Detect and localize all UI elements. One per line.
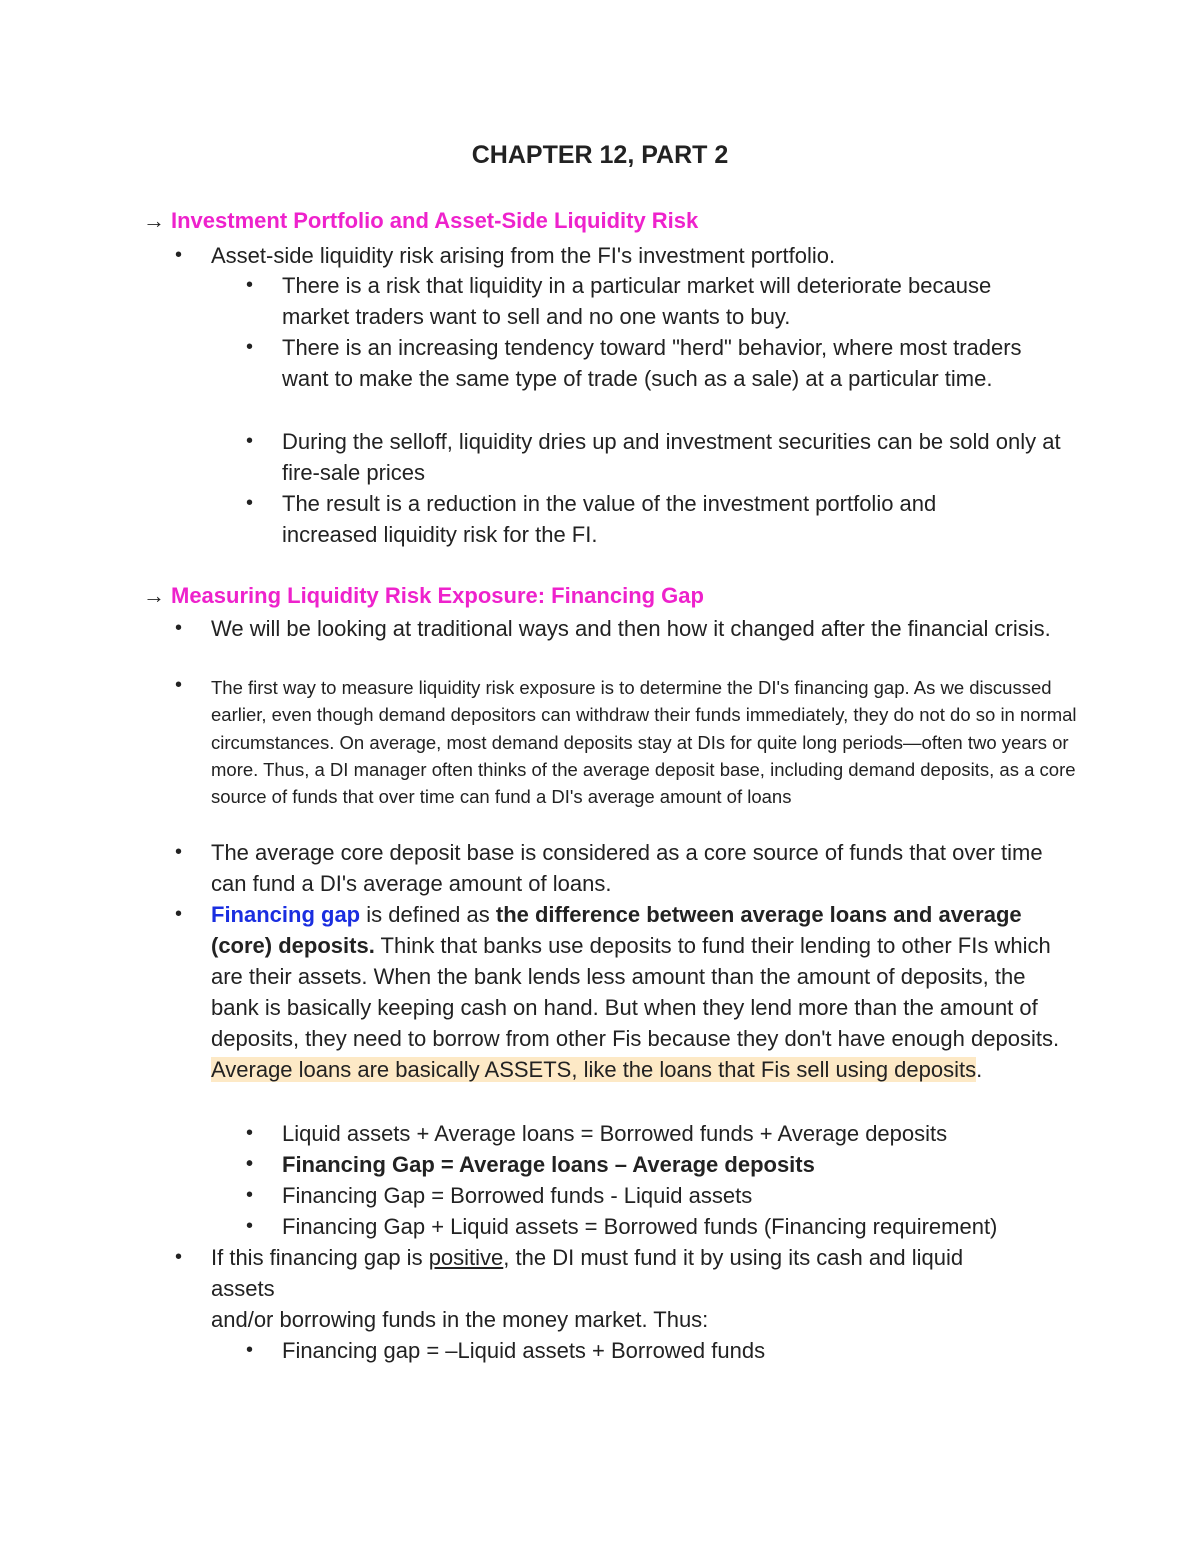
definition-text: is defined as: [360, 902, 496, 927]
positive-gap-text: If this financing gap is: [211, 1245, 429, 1270]
list-item: • The first way to measure liquidity risk exposure is to determine the DI's financing gap. As we discussed earlier, even though demand depositors can withdraw their funds immediately, they do not do so in normal circumstances. On average, most demand deposits stay at DIs for quite long periods—often two years or more. Thus, a DI manager often thinks of the average deposit base, including demand deposits, as a core source of funds that over time can fund a DI's average amount of loans: [211, 674, 1081, 810]
section-heading-financing-gap: [143, 583, 704, 609]
page-title: CHAPTER 12, PART 2: [471, 141, 729, 169]
section-heading-text: Measuring Liquidity Risk Exposure: Financing Gap: [171, 583, 704, 608]
definition-end: .: [976, 1057, 983, 1082]
list-item: • We will be looking at traditional ways and then how it changed after the financial crisis.: [211, 613, 1061, 644]
formula-item: • Financing gap = –Liquid assets + Borrowed funds: [282, 1335, 1082, 1366]
positive-word: positive: [428, 1245, 504, 1270]
section-heading-text: Investment Portfolio and Asset-Side Liquidity Risk: [171, 208, 699, 233]
arrow-icon: →: [143, 583, 165, 608]
formula-item: • Financing Gap + Liquid assets = Borrowed funds (Financing requirement): [282, 1211, 1082, 1242]
list-item: • The average core deposit base is considered as a core source of funds that over time can fund a DI's average amount of loans.: [211, 837, 1071, 899]
arrow-icon: →: [143, 208, 165, 233]
list-item: • There is a risk that liquidity in a particular market will deteriorate because market traders want to sell and no one wants to buy.: [282, 270, 1062, 332]
definition-explanation: Think that banks use deposits to fund their lending to other FIs which are their assets. When the bank lends less amount than the amount of deposits, the bank is basically keeping cash on hand. But when they lend more than the amount of deposits, they need to borrow from other Fis because they don't have enough deposits.: [211, 933, 1060, 1051]
positive-gap-text-2: , the DI must fund it by using its cash and liquid assets: [211, 1245, 964, 1301]
financing-gap-term: Financing gap: [211, 902, 361, 927]
list-item: • There is an increasing tendency toward "herd" behavior, where most traders want to make the same type of trade (such as a sale) at a particular time.: [282, 332, 1042, 394]
formula-item-bold: • Financing Gap = Average loans – Average deposits: [282, 1149, 1082, 1180]
formula-item: • Liquid assets + Average loans = Borrowed funds + Average deposits: [282, 1118, 1082, 1149]
positive-gap-continuation: and/or borrowing funds in the money market. Thus:: [211, 1307, 709, 1332]
list-item: • The result is a reduction in the value of the investment portfolio and increased liquidity risk for the FI.: [282, 488, 1022, 550]
formula-item: • Financing Gap = Borrowed funds - Liquid assets: [282, 1180, 1082, 1211]
highlighted-note: Average loans are basically ASSETS, like the loans that Fis sell using deposits: [211, 1057, 977, 1082]
list-item: • Asset-side liquidity risk arising from the FI's investment portfolio.: [211, 240, 1071, 271]
section-heading-investment-portfolio: [143, 208, 698, 234]
list-item-positive-gap: [211, 1242, 1031, 1304]
list-item-financing-gap-definition: [211, 899, 1071, 1085]
list-item: • During the selloff, liquidity dries up and investment securities can be sold only at fire-sale prices: [282, 426, 1062, 488]
definition-bold: the difference between average loans and average (core) deposits.: [211, 902, 1022, 958]
